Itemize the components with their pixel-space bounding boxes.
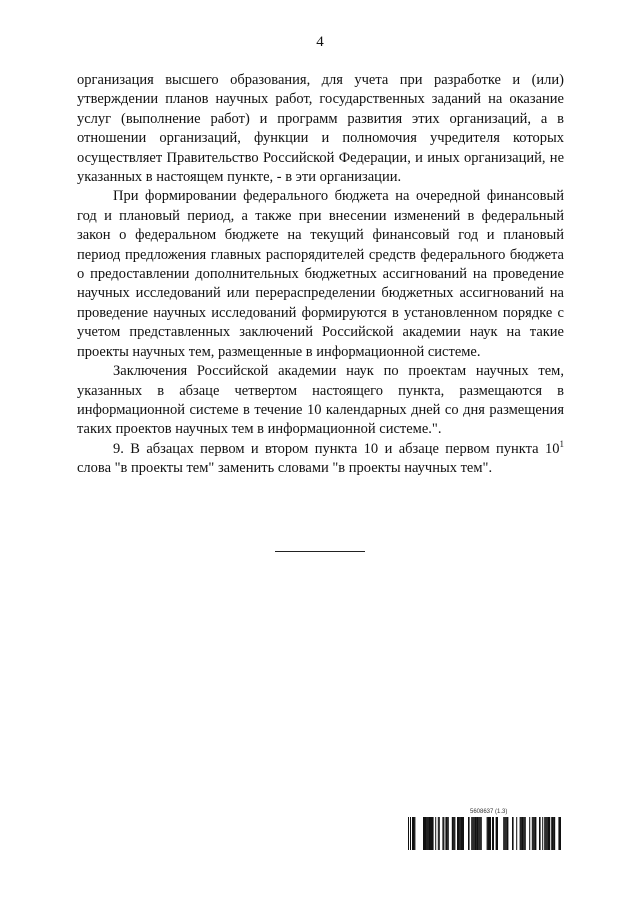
document-code: 5608637 (1.3) [470,809,508,815]
end-of-text-rule [275,551,365,552]
paragraph-academy-conclusions: Заключения Российской академии наук по проектам научных тем, указанных в абзаце четвертом настоящего пункта, размещаются в информационной системе в течение 10 календарных дней со дня размещения таких проектов научных тем в информационной системе.". [77,363,564,438]
paragraph-organizations: организация высшего образования, для учета при разработке и (или) утверждении планов научных работ, государственных заданий на оказание услуг (выполнение работ) и программ развития этих организаций, а в отношении организаций, функции и полномочия учредителя которых осуществляет Правительство Российской Федерации, и иных организаций, не указанных в настоящем пункте, - в эти организации. [77,72,564,186]
item-9-text: 9. В абзацах первом и втором пункта 10 и абзаце первом пункта 10 [113,440,560,457]
item-9-text-end: слова "в проекты тем" заменить словами "в проекты научных тем". [77,460,493,477]
page-number: 4 [316,34,324,50]
barcode-icon [407,817,561,850]
item-9-superscript: 1 [559,438,564,449]
paragraph-federal-budget: При формировании федерального бюджета на очередной финансовый год и плановый период, а также при внесении изменений в федеральный закон о федеральном бюджете на текущий финансовый год и плановый период предложения главных распорядителей средств федерального бюджета о предоставлении дополнительных бюджетных ассигнований на проведение научных исследований или перераспределении бюджетных ассигнований на проведение научных исследований формируются в установленном порядке с учетом представленных заключений Российской академии наук на такие проекты научных тем, размещенные в информационной системе. [77,188,564,360]
document-body [77,71,564,479]
paragraph-item-9 [77,440,564,479]
